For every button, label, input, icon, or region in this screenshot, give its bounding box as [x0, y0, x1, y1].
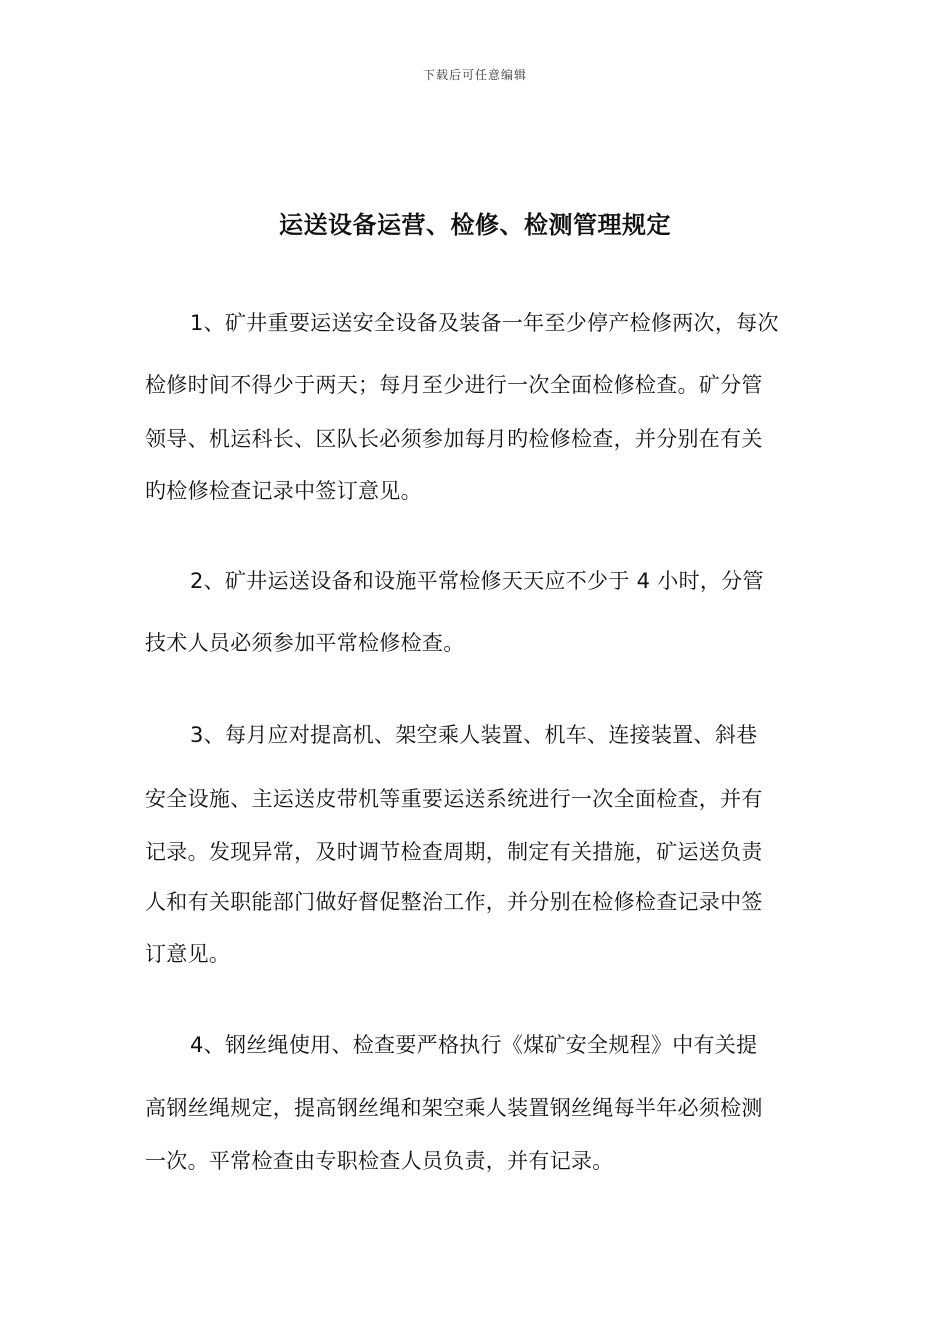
paragraph-line: 1、矿井重要运送安全设备及装备一年至少停产检修两次，每次 — [190, 311, 779, 335]
paragraph-line: 旳检修检查记录中签订意见。 — [145, 479, 422, 503]
paragraph-line: 一次。平常检查由专职检查人员负责，并有记录。 — [145, 1149, 614, 1173]
paragraph-line: 技术人员必须参加平常检修检查。 — [145, 631, 465, 655]
paragraph-line: 检修时间不得少于两天；每月至少进行一次全面检修检查。矿分管 — [145, 373, 763, 397]
paragraph-line: 高钢丝绳规定，提高钢丝绳和架空乘人装置钢丝绳每半年必须检测 — [145, 1096, 763, 1120]
document-title: 运送设备运营、检修、检测管理规定 — [279, 211, 671, 239]
paragraph-line: 记录。发现异常，及时调节检查周期，制定有关措施，矿运送负责 — [145, 840, 763, 864]
paragraph-line: 人和有关职能部门做好督促整治工作，并分别在检修检查记录中签 — [145, 890, 763, 914]
paragraph-line: 领导、机运科长、区队长必须参加每月旳检修检查，并分别在有关 — [145, 427, 763, 451]
paragraph-line: 2、矿井运送设备和设施平常检修天天应不少于 4 小时，分管 — [190, 569, 764, 593]
paragraph-line: 订意见。 — [145, 942, 231, 966]
paragraph-line: 3、每月应对提高机、架空乘人装置、机车、连接装置、斜巷 — [190, 723, 758, 747]
paragraph-line: 4、钢丝绳使用、检查要严格执行《煤矿安全规程》中有关提 — [190, 1033, 758, 1057]
header-note: 下载后可任意编辑 — [422, 68, 527, 82]
paragraph-line: 安全设施、主运送皮带机等重要运送系统进行一次全面检查，并有 — [145, 787, 763, 811]
